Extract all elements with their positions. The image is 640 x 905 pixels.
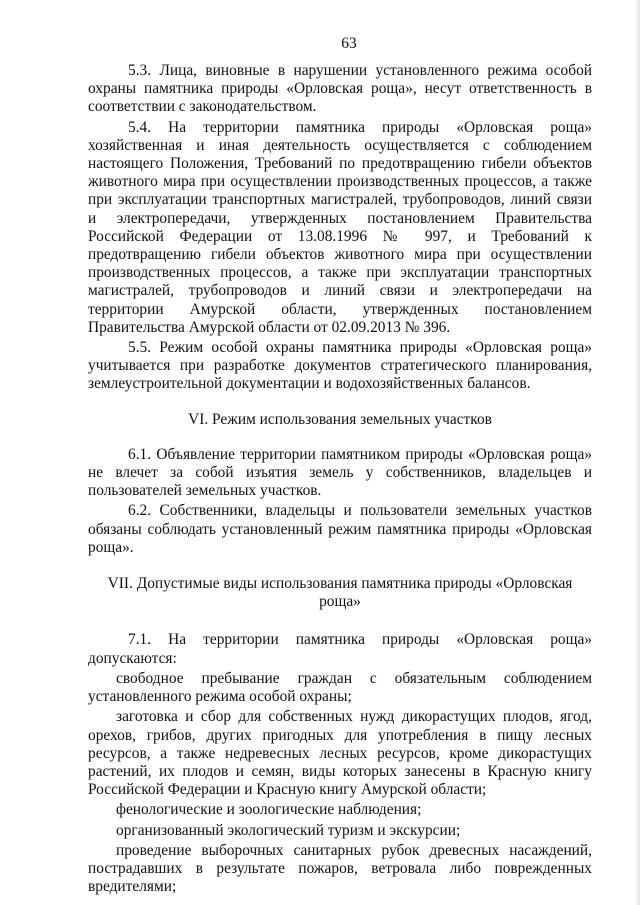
list-item: проведение выборочных санитарных рубок древесных насаждений, пострадавших в результате пожаров, ветровала либо поврежденных вредителями; xyxy=(88,841,592,896)
paragraph-5-3: 5.3. Лица, виновные в нарушении установленного режима особой охраны памятника природы «Орловская роща», несут ответственность в соответствии с законодательством. xyxy=(88,62,592,116)
paragraph-5-4: 5.4. На территории памятника природы «Орловская роща» хозяйственная и иная деятельность осуществляется с соблюдением настоящего Положения, Требований по предотвращению гибели объектов животного мира при осуществлении производственных процессов, а также при эксплуатации транспортных магистралей, трубопроводов, линий связи и электропередачи, утвержденных постановлением Правительства Российской Федерации от 13.08.1996 № 997, и Требований к предотвращению гибели объектов животного мира при осуществлении производственных процессов, а также при эксплуатации транспортных магистралей, трубопроводов и линий связи и электропередачи на территории Амурской области, утвержденных постановлением Правительства Амурской области от 02.09.2013 № 396. xyxy=(88,118,592,336)
page-number: 63 xyxy=(341,35,357,52)
allowed-uses-list xyxy=(88,670,592,896)
list-item: фенологические и зоологические наблюдения; xyxy=(116,801,422,819)
document-page xyxy=(88,34,592,896)
paragraph-6-1: 6.1. Объявление территории памятником природы «Орловская роща» не влечет за собой изъятия земель у собственников, владельцев и пользователей земельных участков. xyxy=(88,445,592,500)
section-vi-heading: VI. Режим использования земельных участков xyxy=(188,410,492,428)
list-item: свободное пребывание граждан с обязательным соблюдением установленного режима особой охраны; xyxy=(88,669,592,706)
paragraph-6-2: 6.2. Собственники, владельцы и пользователи земельных участков обязаны соблюдать установленный режим памятника природы «Орловская роща». xyxy=(88,502,592,556)
paragraph-5-5: 5.5. Режим особой охраны памятника природы «Орловская роща» учитывается при разработке документов стратегического планирования, землеустроительной документации и водохозяйственных балансов. xyxy=(88,339,592,393)
scan-edge-shadow xyxy=(634,0,640,905)
list-item: заготовка и сбор для собственных нужд дикорастущих плодов, ягод, орехов, грибов, других пригодных для употребления в пищу лесных ресурсов, а также недревесных лесных ресурсов, кроме дикорастущих растений, их плодов и семян, виды которых занесены в Красную книгу Российской Федерации и Красную книгу Амурской области; xyxy=(88,708,592,799)
list-item: организованный экологический туризм и экскурсии; xyxy=(116,821,461,839)
paragraph-7-1: 7.1. На территории памятника природы «Орловская роща» допускаются: xyxy=(88,631,592,667)
section-vii-heading: VII. Допустимые виды использования памятника природы «Орловская роща» xyxy=(107,575,573,611)
